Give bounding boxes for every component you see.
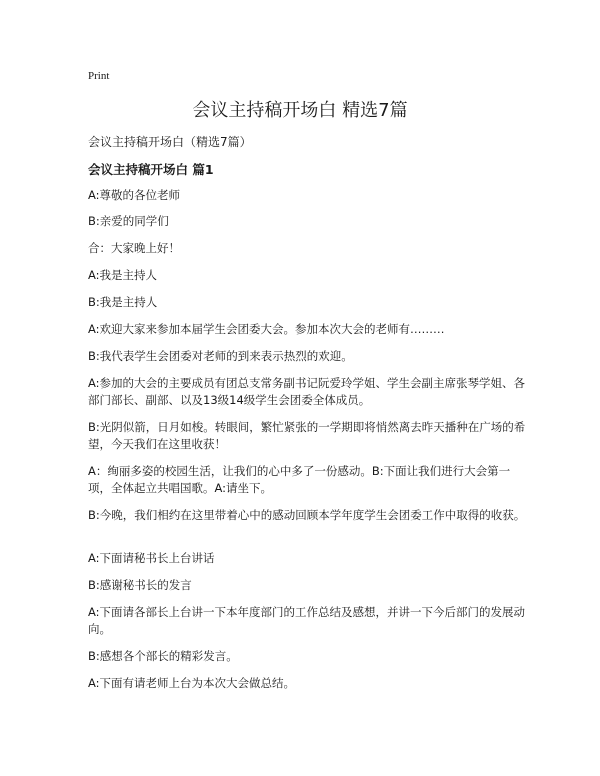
section-heading: 会议主持稿开场白 篇1 [88,162,214,177]
paragraph: B:感谢秘书长的发言 [88,578,192,592]
paragraph: A:尊敬的各位老师 [88,188,181,202]
paragraph: B:我是主持人 [88,295,158,309]
paragraph: 合：大家晚上好！ [88,241,180,255]
paragraph: B:今晚，我们相约在这里带着心中的感动回顾本学年度学生会团委工作中取得的收获。 [88,508,526,522]
paragraph: B:亲爱的同学们 [88,214,169,228]
paragraph: B:光阴似箭，日月如梭。转眼间，繁忙紧张的一学期即将悄然离去昨天播种在广场的希望，今天我们在这里收获！ [88,420,526,451]
paragraph: B:我代表学生会团委对老师的到来表示热烈的欢迎。 [88,349,353,363]
paragraph: A:下面请各部长上台讲一下本年度部门的工作总结及感想，并讲一下今后部门的发展动向。 [88,605,526,636]
paragraph: A:下面请秘书长上台讲话 [88,551,215,565]
paragraph: A:欢迎大家来参加本届学生会团委大会。参加本次大会的老师有……… [88,322,445,336]
page-title: 会议主持稿开场白 精选7篇 [192,100,408,121]
paragraph: A：绚丽多姿的校园生活，让我们的心中多了一份感动。B:下面让我们进行大会第一项，全体起立共唱国歌。A:请坐下。 [88,464,511,495]
paragraph: A:参加的大会的主要成员有团总支常务副书记阮爱玲学姐、学生会副主席张琴学姐、各部门部长、副部、以及13级14级学生会团委全体成员。 [88,376,526,407]
print-label: Print [88,70,110,82]
paragraph: B:感想各个部长的精彩发言。 [88,649,238,663]
paragraph: A:下面有请老师上台为本次大会做总结。 [88,676,296,690]
paragraph: A:我是主持人 [88,268,158,282]
document-subtitle: 会议主持稿开场白（精选7篇） [88,135,252,149]
